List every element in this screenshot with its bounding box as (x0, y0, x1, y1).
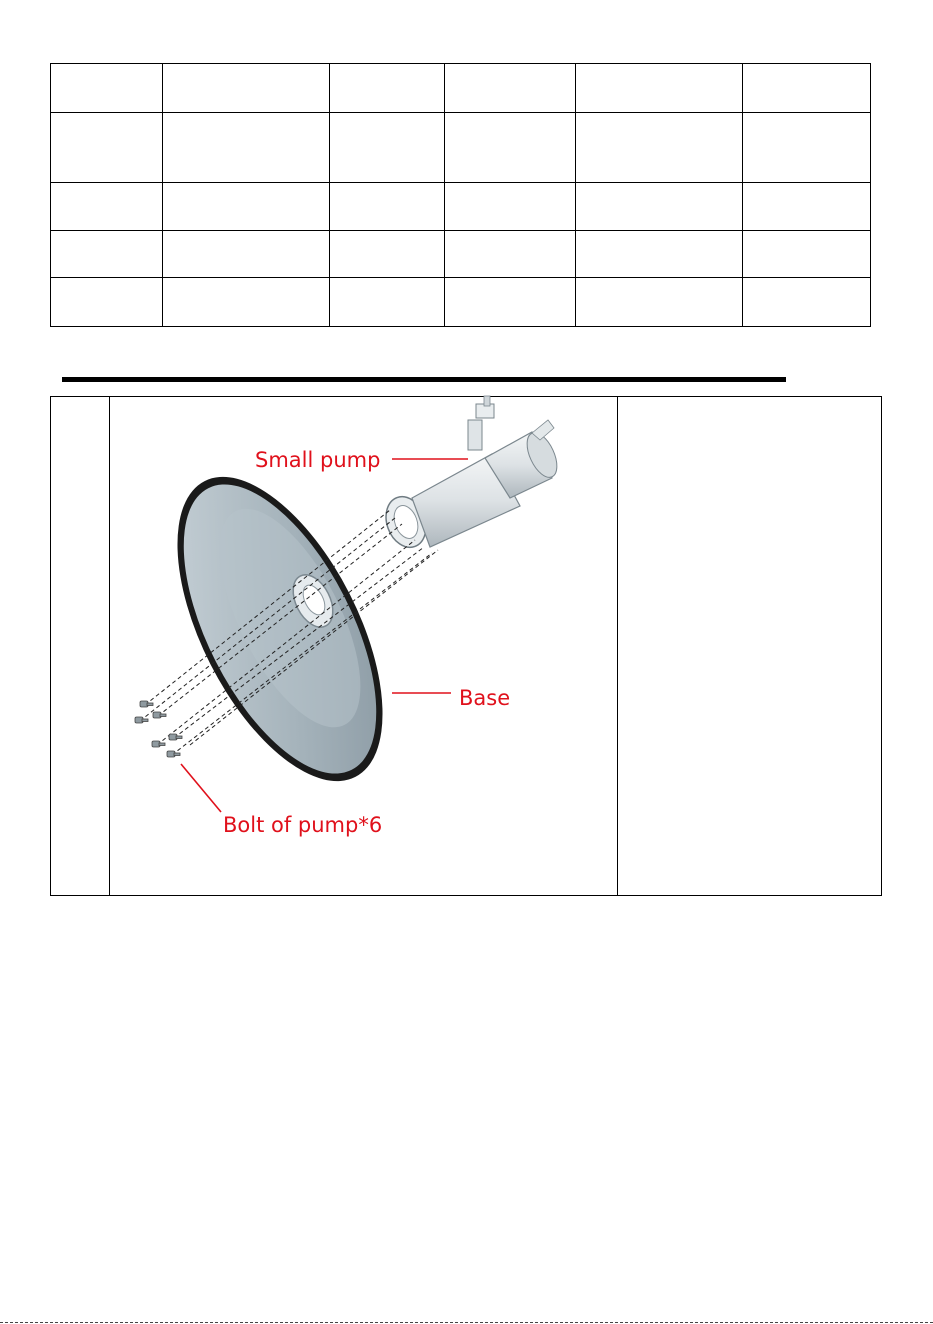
bolt-icon (135, 717, 148, 723)
label-bolt-of-pump: Bolt of pump*6 (223, 813, 383, 837)
bolt-icon (167, 751, 180, 757)
bolt-icon (140, 701, 153, 707)
bolt-icons (135, 701, 182, 757)
label-base: Base (459, 686, 511, 710)
bolt-icon (153, 712, 166, 718)
page-edge-line (0, 1322, 933, 1323)
bolt-icon (152, 741, 165, 747)
bolt-icon (169, 734, 182, 740)
label-small-pump: Small pump (255, 448, 381, 472)
small-pump-icon (379, 396, 563, 553)
base-dish-icon (135, 446, 425, 813)
